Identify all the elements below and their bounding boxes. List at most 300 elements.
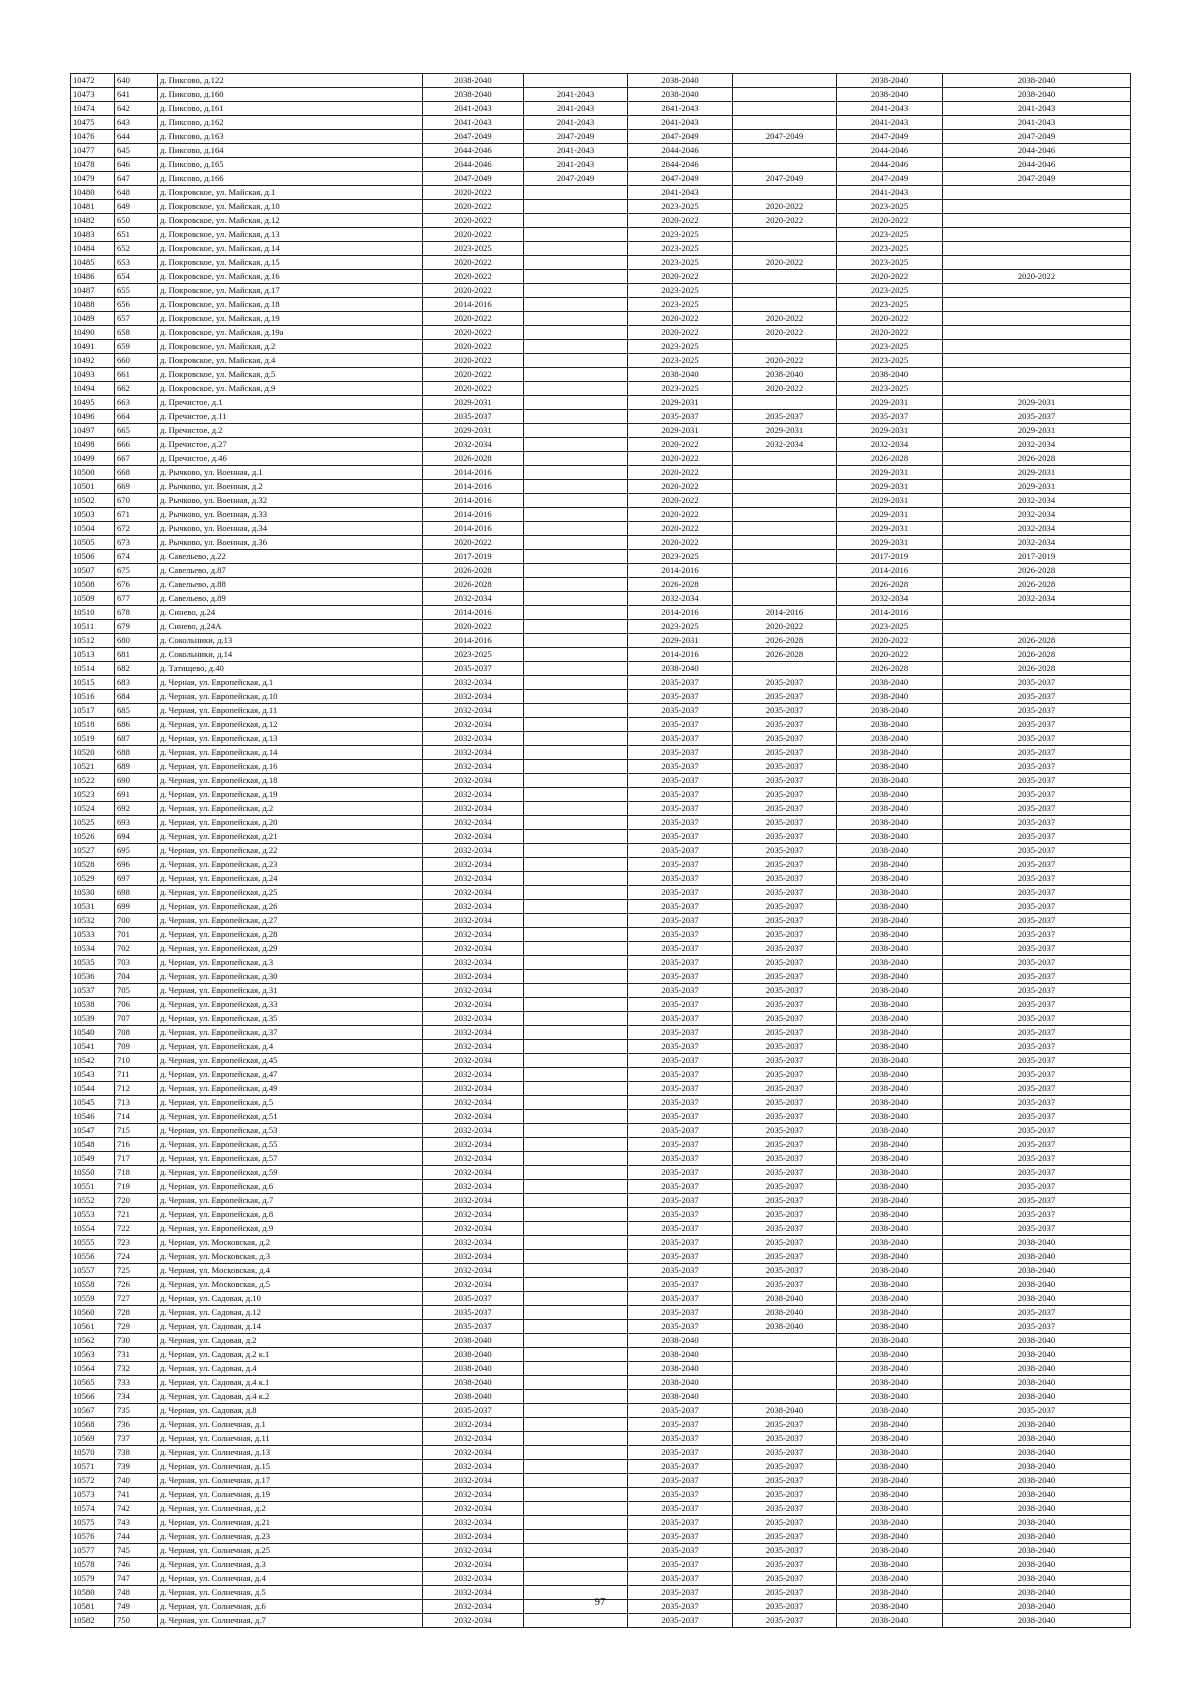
row-number-cell: 10551 <box>71 1180 115 1194</box>
period-cell-5: 2038-2040 <box>837 1488 943 1502</box>
period-cell-2 <box>524 298 628 312</box>
period-cell-3: 2035-2037 <box>628 1208 733 1222</box>
table-row <box>71 1250 1131 1264</box>
period-cell-4: 2035-2037 <box>733 816 837 830</box>
address-cell: д. Черная, ул. Солнечная, д.15 <box>158 1460 423 1474</box>
period-cell-2 <box>524 564 628 578</box>
address-cell: д. Черная, ул. Садовая, д.14 <box>158 1320 423 1334</box>
period-cell-3: 2035-2037 <box>628 1432 733 1446</box>
house-index-cell: 688 <box>115 746 158 760</box>
period-cell-4: 2035-2037 <box>733 1586 837 1600</box>
period-cell-6: 2035-2037 <box>943 802 1131 816</box>
house-index-cell: 681 <box>115 648 158 662</box>
period-cell-3: 2023-2025 <box>628 200 733 214</box>
period-cell-1: 2020-2022 <box>423 270 524 284</box>
period-cell-1: 2038-2040 <box>423 1362 524 1376</box>
period-cell-2 <box>524 984 628 998</box>
period-cell-4 <box>733 466 837 480</box>
period-cell-5: 2020-2022 <box>837 648 943 662</box>
period-cell-1: 2035-2037 <box>423 1404 524 1418</box>
period-cell-2 <box>524 438 628 452</box>
period-cell-3: 2020-2022 <box>628 312 733 326</box>
period-cell-1: 2032-2034 <box>423 1110 524 1124</box>
house-index-cell: 729 <box>115 1320 158 1334</box>
period-cell-1: 2026-2028 <box>423 452 524 466</box>
period-cell-2 <box>524 186 628 200</box>
period-cell-6: 2038-2040 <box>943 1558 1131 1572</box>
period-cell-5: 2038-2040 <box>837 1222 943 1236</box>
house-index-cell: 724 <box>115 1250 158 1264</box>
row-number-cell: 10524 <box>71 802 115 816</box>
period-cell-6: 2038-2040 <box>943 1348 1131 1362</box>
row-number-cell: 10569 <box>71 1432 115 1446</box>
period-cell-1: 2029-2031 <box>423 424 524 438</box>
row-number-cell: 10546 <box>71 1110 115 1124</box>
house-index-cell: 652 <box>115 242 158 256</box>
period-cell-6: 2035-2037 <box>943 858 1131 872</box>
row-number-cell: 10520 <box>71 746 115 760</box>
period-cell-5: 2038-2040 <box>837 1614 943 1628</box>
period-cell-4: 2020-2022 <box>733 326 837 340</box>
period-cell-5: 2038-2040 <box>837 1502 943 1516</box>
row-number-cell: 10498 <box>71 438 115 452</box>
period-cell-2 <box>524 690 628 704</box>
period-cell-2: 2047-2049 <box>524 172 628 186</box>
period-cell-6: 2035-2037 <box>943 1306 1131 1320</box>
period-cell-4: 2035-2037 <box>733 928 837 942</box>
table-row <box>71 1068 1131 1082</box>
row-number-cell: 10552 <box>71 1194 115 1208</box>
house-index-cell: 644 <box>115 130 158 144</box>
period-cell-2 <box>524 466 628 480</box>
period-cell-5: 2038-2040 <box>837 872 943 886</box>
period-cell-3: 2020-2022 <box>628 522 733 536</box>
period-cell-1: 2038-2040 <box>423 1348 524 1362</box>
table-row <box>71 1474 1131 1488</box>
address-cell: д. Черная, ул. Солнечная, д.25 <box>158 1544 423 1558</box>
period-cell-1: 2032-2034 <box>423 1040 524 1054</box>
address-cell: д. Черная, ул. Европейская, д.10 <box>158 690 423 704</box>
period-cell-3: 2035-2037 <box>628 1586 733 1600</box>
table-row <box>71 830 1131 844</box>
period-cell-2 <box>524 1292 628 1306</box>
address-cell: д. Черная, ул. Европейская, д.24 <box>158 872 423 886</box>
house-index-cell: 678 <box>115 606 158 620</box>
table-row <box>71 1460 1131 1474</box>
table-row <box>71 1558 1131 1572</box>
period-cell-4: 2032-2034 <box>733 438 837 452</box>
row-number-cell: 10517 <box>71 704 115 718</box>
period-cell-4 <box>733 494 837 508</box>
row-number-cell: 10513 <box>71 648 115 662</box>
address-cell: д. Черная, ул. Московская, д.5 <box>158 1278 423 1292</box>
period-cell-4 <box>733 242 837 256</box>
period-cell-4 <box>733 228 837 242</box>
period-cell-1: 2032-2034 <box>423 1138 524 1152</box>
period-cell-6 <box>943 242 1131 256</box>
period-cell-5: 2047-2049 <box>837 130 943 144</box>
period-cell-2 <box>524 452 628 466</box>
address-cell: д. Черная, ул. Европейская, д.6 <box>158 1180 423 1194</box>
house-index-cell: 700 <box>115 914 158 928</box>
period-cell-4: 2035-2037 <box>733 802 837 816</box>
period-cell-4 <box>733 452 837 466</box>
address-cell: д. Покровское, ул. Майская, д.4 <box>158 354 423 368</box>
row-number-cell: 10537 <box>71 984 115 998</box>
period-cell-6: 2035-2037 <box>943 830 1131 844</box>
period-cell-5: 2038-2040 <box>837 858 943 872</box>
period-cell-5: 2038-2040 <box>837 1054 943 1068</box>
period-cell-3: 2044-2046 <box>628 158 733 172</box>
row-number-cell: 10528 <box>71 858 115 872</box>
period-cell-4: 2035-2037 <box>733 1516 837 1530</box>
period-cell-3: 2035-2037 <box>628 1292 733 1306</box>
address-cell: д. Савельево, д.89 <box>158 592 423 606</box>
house-index-cell: 716 <box>115 1138 158 1152</box>
row-number-cell: 10495 <box>71 396 115 410</box>
table-row <box>71 816 1131 830</box>
period-cell-2 <box>524 1208 628 1222</box>
table-row <box>71 732 1131 746</box>
period-cell-3: 2035-2037 <box>628 410 733 424</box>
period-cell-5: 2014-2016 <box>837 564 943 578</box>
period-cell-1: 2014-2016 <box>423 480 524 494</box>
address-cell: д. Черная, ул. Солнечная, д.23 <box>158 1530 423 1544</box>
period-cell-3: 2035-2037 <box>628 1138 733 1152</box>
period-cell-1: 2032-2034 <box>423 1278 524 1292</box>
period-cell-1: 2032-2034 <box>423 1166 524 1180</box>
period-cell-6 <box>943 326 1131 340</box>
period-cell-4: 2020-2022 <box>733 256 837 270</box>
period-cell-3: 2035-2037 <box>628 1460 733 1474</box>
period-cell-3: 2026-2028 <box>628 578 733 592</box>
period-cell-6: 2035-2037 <box>943 704 1131 718</box>
period-cell-5: 2038-2040 <box>837 1572 943 1586</box>
period-cell-4: 2035-2037 <box>733 1082 837 1096</box>
row-number-cell: 10549 <box>71 1152 115 1166</box>
table-row <box>71 354 1131 368</box>
period-cell-5: 2038-2040 <box>837 886 943 900</box>
house-index-cell: 651 <box>115 228 158 242</box>
row-number-cell: 10504 <box>71 522 115 536</box>
period-cell-2 <box>524 382 628 396</box>
period-cell-1: 2032-2034 <box>423 998 524 1012</box>
address-cell: д. Черная, ул. Европейская, д.1 <box>158 676 423 690</box>
period-cell-5: 2023-2025 <box>837 340 943 354</box>
period-cell-1: 2032-2034 <box>423 1502 524 1516</box>
period-cell-1: 2020-2022 <box>423 354 524 368</box>
house-index-cell: 723 <box>115 1236 158 1250</box>
period-cell-1: 2032-2034 <box>423 802 524 816</box>
period-cell-4: 2038-2040 <box>733 1404 837 1418</box>
period-cell-1: 2032-2034 <box>423 1222 524 1236</box>
period-cell-1: 2032-2034 <box>423 1012 524 1026</box>
period-cell-2 <box>524 1138 628 1152</box>
period-cell-6: 2026-2028 <box>943 564 1131 578</box>
table-row <box>71 1124 1131 1138</box>
address-cell: д. Черная, ул. Солнечная, д.11 <box>158 1432 423 1446</box>
row-number-cell: 10573 <box>71 1488 115 1502</box>
period-cell-5: 2038-2040 <box>837 1026 943 1040</box>
period-cell-1: 2014-2016 <box>423 522 524 536</box>
period-cell-4: 2035-2037 <box>733 1544 837 1558</box>
period-cell-1: 2026-2028 <box>423 564 524 578</box>
row-number-cell: 10526 <box>71 830 115 844</box>
table-row <box>71 382 1131 396</box>
address-cell: д. Черная, ул. Европейская, д.27 <box>158 914 423 928</box>
house-index-cell: 673 <box>115 536 158 550</box>
house-index-cell: 690 <box>115 774 158 788</box>
period-cell-4 <box>733 340 837 354</box>
period-cell-1: 2020-2022 <box>423 340 524 354</box>
table-row <box>71 494 1131 508</box>
house-index-cell: 672 <box>115 522 158 536</box>
period-cell-6: 2047-2049 <box>943 130 1131 144</box>
period-cell-5: 2038-2040 <box>837 1544 943 1558</box>
period-cell-4: 2035-2037 <box>733 1572 837 1586</box>
period-cell-2 <box>524 1306 628 1320</box>
address-cell: д. Покровское, ул. Майская, д.16 <box>158 270 423 284</box>
period-cell-2 <box>524 676 628 690</box>
page-number: 97 <box>594 1596 606 1608</box>
table-row <box>71 424 1131 438</box>
address-cell: д. Сокольники, д.14 <box>158 648 423 662</box>
house-index-cell: 676 <box>115 578 158 592</box>
period-cell-5: 2038-2040 <box>837 1264 943 1278</box>
row-number-cell: 10582 <box>71 1614 115 1628</box>
period-cell-5: 2038-2040 <box>837 942 943 956</box>
period-cell-5: 2038-2040 <box>837 1180 943 1194</box>
address-cell: д. Покровское, ул. Майская, д.12 <box>158 214 423 228</box>
period-cell-3: 2035-2037 <box>628 1418 733 1432</box>
row-number-cell: 10499 <box>71 452 115 466</box>
table-row <box>71 158 1131 172</box>
period-cell-2 <box>524 592 628 606</box>
period-cell-2: 2041-2043 <box>524 88 628 102</box>
table-row <box>71 298 1131 312</box>
period-cell-3: 2035-2037 <box>628 984 733 998</box>
period-cell-2 <box>524 340 628 354</box>
period-cell-2 <box>524 242 628 256</box>
table-row <box>71 564 1131 578</box>
row-number-cell: 10572 <box>71 1474 115 1488</box>
house-index-cell: 663 <box>115 396 158 410</box>
row-number-cell: 10505 <box>71 536 115 550</box>
period-cell-5: 2023-2025 <box>837 284 943 298</box>
period-cell-4: 2035-2037 <box>733 914 837 928</box>
period-cell-6: 2044-2046 <box>943 144 1131 158</box>
period-cell-6: 2038-2040 <box>943 1600 1131 1614</box>
period-cell-6: 2035-2037 <box>943 900 1131 914</box>
period-cell-2 <box>524 522 628 536</box>
period-cell-2 <box>524 900 628 914</box>
period-cell-1: 2032-2034 <box>423 676 524 690</box>
period-cell-4 <box>733 578 837 592</box>
address-cell: д. Покровское, ул. Майская, д.1 <box>158 186 423 200</box>
period-cell-6 <box>943 200 1131 214</box>
address-cell: д. Черная, ул. Европейская, д.59 <box>158 1166 423 1180</box>
period-cell-2 <box>524 354 628 368</box>
address-cell: д. Черная, ул. Европейская, д.53 <box>158 1124 423 1138</box>
period-cell-5: 2020-2022 <box>837 214 943 228</box>
address-cell: д. Черная, ул. Европейская, д.47 <box>158 1068 423 1082</box>
period-cell-6: 2038-2040 <box>943 1362 1131 1376</box>
period-cell-5: 2023-2025 <box>837 298 943 312</box>
period-cell-2 <box>524 606 628 620</box>
period-cell-4: 2035-2037 <box>733 1236 837 1250</box>
period-cell-4 <box>733 158 837 172</box>
period-cell-6: 2035-2037 <box>943 942 1131 956</box>
address-cell: д. Пиксово, д.161 <box>158 102 423 116</box>
row-number-cell: 10492 <box>71 354 115 368</box>
period-cell-1: 2020-2022 <box>423 256 524 270</box>
address-cell: д. Черная, ул. Европейская, д.35 <box>158 1012 423 1026</box>
row-number-cell: 10574 <box>71 1502 115 1516</box>
row-number-cell: 10493 <box>71 368 115 382</box>
row-number-cell: 10567 <box>71 1404 115 1418</box>
period-cell-1: 2032-2034 <box>423 1026 524 1040</box>
table-row <box>71 1306 1131 1320</box>
period-cell-2 <box>524 998 628 1012</box>
period-cell-2 <box>524 228 628 242</box>
row-number-cell: 10534 <box>71 942 115 956</box>
address-cell: д. Черная, ул. Европейская, д.23 <box>158 858 423 872</box>
period-cell-2 <box>524 704 628 718</box>
period-cell-2 <box>524 1488 628 1502</box>
period-cell-5: 2038-2040 <box>837 970 943 984</box>
period-cell-6: 2032-2034 <box>943 522 1131 536</box>
period-cell-4 <box>733 116 837 130</box>
period-cell-5: 2038-2040 <box>837 1586 943 1600</box>
period-cell-3: 2023-2025 <box>628 620 733 634</box>
house-index-cell: 684 <box>115 690 158 704</box>
period-cell-6: 2038-2040 <box>943 74 1131 88</box>
house-index-cell: 645 <box>115 144 158 158</box>
period-cell-2 <box>524 1096 628 1110</box>
address-cell: д. Черная, ул. Садовая, д.4 к.2 <box>158 1390 423 1404</box>
period-cell-6: 2035-2037 <box>943 956 1131 970</box>
address-cell: д. Рычково, ул. Военная, д.1 <box>158 466 423 480</box>
period-cell-3: 2038-2040 <box>628 662 733 676</box>
period-cell-3: 2035-2037 <box>628 1222 733 1236</box>
period-cell-4 <box>733 1362 837 1376</box>
period-cell-3: 2035-2037 <box>628 1152 733 1166</box>
period-cell-4: 2035-2037 <box>733 1460 837 1474</box>
period-cell-1: 2014-2016 <box>423 606 524 620</box>
period-cell-3: 2020-2022 <box>628 452 733 466</box>
period-cell-1: 2032-2034 <box>423 788 524 802</box>
period-cell-6: 2035-2037 <box>943 914 1131 928</box>
table-row <box>71 368 1131 382</box>
house-index-cell: 710 <box>115 1054 158 1068</box>
address-cell: д. Черная, ул. Солнечная, д.21 <box>158 1516 423 1530</box>
row-number-cell: 10536 <box>71 970 115 984</box>
house-index-cell: 682 <box>115 662 158 676</box>
row-number-cell: 10478 <box>71 158 115 172</box>
period-cell-4: 2035-2037 <box>733 844 837 858</box>
period-cell-6 <box>943 354 1131 368</box>
period-cell-2 <box>524 858 628 872</box>
row-number-cell: 10523 <box>71 788 115 802</box>
period-cell-3: 2035-2037 <box>628 1446 733 1460</box>
table-row <box>71 970 1131 984</box>
row-number-cell: 10521 <box>71 760 115 774</box>
period-cell-2 <box>524 1572 628 1586</box>
row-number-cell: 10484 <box>71 242 115 256</box>
house-index-cell: 707 <box>115 1012 158 1026</box>
row-number-cell: 10491 <box>71 340 115 354</box>
period-cell-5: 2038-2040 <box>837 1334 943 1348</box>
period-cell-1: 2014-2016 <box>423 508 524 522</box>
period-cell-2 <box>524 732 628 746</box>
period-cell-2 <box>524 620 628 634</box>
table-row <box>71 942 1131 956</box>
period-cell-6: 2038-2040 <box>943 1418 1131 1432</box>
period-cell-4: 2038-2040 <box>733 1292 837 1306</box>
period-cell-3: 2035-2037 <box>628 1474 733 1488</box>
period-cell-3: 2029-2031 <box>628 424 733 438</box>
period-cell-6 <box>943 620 1131 634</box>
period-cell-6: 2038-2040 <box>943 1614 1131 1628</box>
row-number-cell: 10479 <box>71 172 115 186</box>
address-cell: д. Черная, ул. Европейская, д.29 <box>158 942 423 956</box>
address-cell: д. Пиксово, д.165 <box>158 158 423 172</box>
table-row <box>71 886 1131 900</box>
address-cell: д. Черная, ул. Садовая, д.4 к.1 <box>158 1376 423 1390</box>
period-cell-5: 2038-2040 <box>837 1600 943 1614</box>
period-cell-2 <box>524 872 628 886</box>
address-cell: д. Савельево, д.22 <box>158 550 423 564</box>
period-cell-6: 2035-2037 <box>943 1194 1131 1208</box>
period-cell-2 <box>524 970 628 984</box>
table-row <box>71 578 1131 592</box>
table-row <box>71 340 1131 354</box>
period-cell-4: 2020-2022 <box>733 214 837 228</box>
address-cell: д. Черная, ул. Солнечная, д.17 <box>158 1474 423 1488</box>
period-cell-1: 2029-2031 <box>423 396 524 410</box>
table-row <box>71 186 1131 200</box>
period-cell-5: 2020-2022 <box>837 270 943 284</box>
period-cell-2 <box>524 1390 628 1404</box>
address-cell: д. Черная, ул. Европейская, д.31 <box>158 984 423 998</box>
period-cell-5: 2038-2040 <box>837 914 943 928</box>
house-index-cell: 668 <box>115 466 158 480</box>
table-row <box>71 522 1131 536</box>
row-number-cell: 10516 <box>71 690 115 704</box>
table-row <box>71 1432 1131 1446</box>
house-index-cell: 699 <box>115 900 158 914</box>
address-cell: д. Пречистое, д.27 <box>158 438 423 452</box>
period-cell-4: 2026-2028 <box>733 648 837 662</box>
period-cell-4: 2038-2040 <box>733 1306 837 1320</box>
table-row <box>71 1222 1131 1236</box>
row-number-cell: 10539 <box>71 1012 115 1026</box>
row-number-cell: 10560 <box>71 1306 115 1320</box>
address-cell: д. Черная, ул. Европейская, д.19 <box>158 788 423 802</box>
period-cell-4: 2020-2022 <box>733 354 837 368</box>
period-cell-3: 2020-2022 <box>628 326 733 340</box>
period-cell-5: 2035-2037 <box>837 410 943 424</box>
period-cell-4: 2035-2037 <box>733 872 837 886</box>
period-cell-4: 2035-2037 <box>733 956 837 970</box>
period-cell-3: 2035-2037 <box>628 1180 733 1194</box>
period-cell-3: 2035-2037 <box>628 1530 733 1544</box>
row-number-cell: 10547 <box>71 1124 115 1138</box>
table-row <box>71 1334 1131 1348</box>
period-cell-2 <box>524 1474 628 1488</box>
period-cell-3: 2035-2037 <box>628 858 733 872</box>
table-row <box>71 1530 1131 1544</box>
